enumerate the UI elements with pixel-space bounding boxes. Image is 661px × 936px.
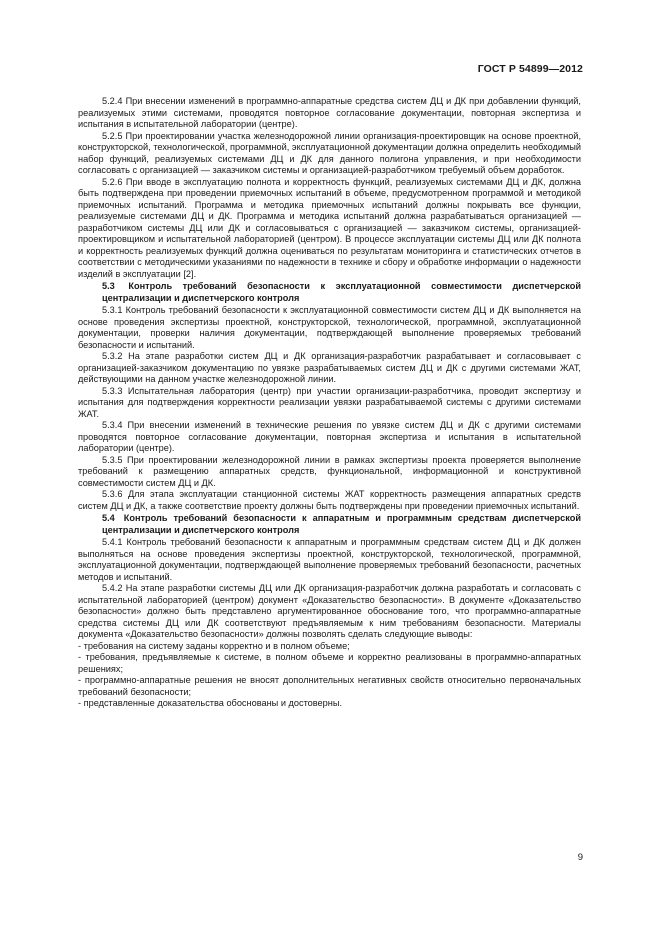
list-item: - требования на систему заданы корректно и в полном объеме; (78, 640, 350, 651)
list-item: - требования, предъявляемые к системе, в полном объеме и корректно реализованы в программно-аппаратных решениях; (78, 652, 581, 674)
list-item: - представленные доказательства обоснованы и достоверны. (78, 698, 343, 708)
standard-number: ГОСТ Р 54899—2012 (477, 63, 583, 75)
paragraph-5-2-4: 5.2.4 При внесении изменений в программно-аппаратные средства систем ДЦ и ДК при добавлении функций, реализуемых этими системами, проводятся повторное согласование документации, повторная экспертиза и испытания в испытательной лаборатории (центре). (78, 96, 581, 129)
paragraph-5-2-6: 5.2.6 При вводе в эксплуатацию полнота и корректность функций, реализуемых системами ДЦ и ДК, должна быть подтверждена при проведении приемочных испытаний в объеме, предусмотренном программой и методикой приемочных испытаний. Программа и методика приемочных испытаний должны покрывать все функции, реализуемые системами ДЦ и ДК. Программа и методика испытаний должна разрабатываться организацией — разработчиком системы ДЦ или ДК и согласовываться с организацией — заказчиком системы, организацией-проектировщиком и испытательной лабораторией (центром). В процессе эксплуатации системы ДЦ или ДК полнота и корректность реализуемых функций должна оцениваться по результатам мониторинга и статистических отчетов в соответствии с методическими указаниями по надежности в технике и сбору и обработке информации о надежности изделий в эксплуатации [2]. (78, 176, 581, 279)
page-number: 9 (577, 852, 583, 863)
paragraph-5-3-2: 5.3.2 На этапе разработки систем ДЦ и ДК организация-разработчик разрабатывает и согласовывает с организацией-заказчиком документацию по увязке разрабатываемых систем ДЦ и ДК с другими системами ЖАТ, действующими на данном участке железнодорожной линии. (78, 351, 581, 384)
section-heading-5-3 (78, 281, 581, 304)
paragraph-5-4-2: 5.4.2 На этапе разработки системы ДЦ или ДК организация-разработчик должна разработать и согласовать с испытательной лабораторией (центром) документ «Доказательство безопасности». В документе «Доказательство безопасности» должно быть представлено аргументированное обоснование того, что программно-аппаратные средства системы ДЦ или ДК соответствуют предъявляемым к ним требованиям безопасности. Материалы документа «Доказательство безопасности» должны позволять сделать следующие выводы: (78, 583, 581, 639)
document-header (478, 63, 583, 75)
section-number: 5.4 (102, 513, 115, 523)
paragraph-5-3-4: 5.3.4 При внесении изменений в технические решения по увязке систем ДЦ и ДК с другими системами проводятся повторное согласование документации, повторная экспертиза и испытания в испытательной лаборатории (центре). (78, 420, 581, 453)
paragraph-5-4-1: 5.4.1 Контроль требований безопасности к аппаратным и программным средствам систем ДЦ и ДК должен выполняться на основе проведения экспертизы проектной, конструкторской, технологической, программной, эксплуатационной документации, подтверждающей выполнение проверяемых требований безопасности, расчетных методов и испытаний. (78, 537, 581, 582)
document-body (78, 96, 581, 710)
paragraph-5-3-1: 5.3.1 Контроль требований безопасности к эксплуатационной совместимости систем ДЦ и ДК выполняется на основе проведения экспертизы проектной, конструкторской, технологической, программной, эксплуатационной документации, проверки наличия документации, подтверждающей выполнение проверяемых требований безопасности и испытаний. (78, 305, 581, 350)
section-title: Контроль требований безопасности к эксплуатационной совместимости диспетчерской централизации и диспетчерского контроля (102, 281, 581, 303)
list-item: - программно-аппаратные решения не вносят дополнительных негативных свойств относительно первоначальных требований безопасности; (78, 675, 581, 697)
paragraph-5-2-5: 5.2.5 При проектировании участка железнодорожной линии организация-проектировщик на основе проектной, конструкторской, технологической, программной, эксплуатационной документации должна определить необходимый набор функций, реализуемых системами ДЦ и ДК для данного полигона управления, и при необходимости согласовать с организацией — заказчиком системы и организацией-разработчиком требуемый объем доработок. (78, 130, 581, 175)
paragraph-5-3-3: 5.3.3 Испытательная лаборатория (центр) при участии организации-разработчика, проводит экспертизу и испытания для подтверждения корректности реализации увязки разрабатываемой системы с другими системами ЖАТ. (78, 385, 581, 419)
section-heading-5-4 (78, 513, 581, 536)
section-number: 5.3 (102, 281, 115, 291)
paragraph-5-3-6: 5.3.6 Для этапа эксплуатации станционной системы ЖАТ корректность размещения аппаратных средств систем ДЦ и ДК, а также соответствие проекту должны быть подтверждены при проведении приемочных испытаний. (78, 489, 581, 511)
section-title: Контроль требований безопасности к аппаратным и программным средствам диспетчерской централизации и диспетчерского контроля (102, 513, 581, 535)
paragraph-5-3-5: 5.3.5 При проектировании железнодорожной линии в рамках экспертизы проекта проверяется выполнение требований к размещению аппаратных средств, функциональной, информационной и конструктивной совместимости систем ДЦ и ДК. (78, 454, 581, 488)
